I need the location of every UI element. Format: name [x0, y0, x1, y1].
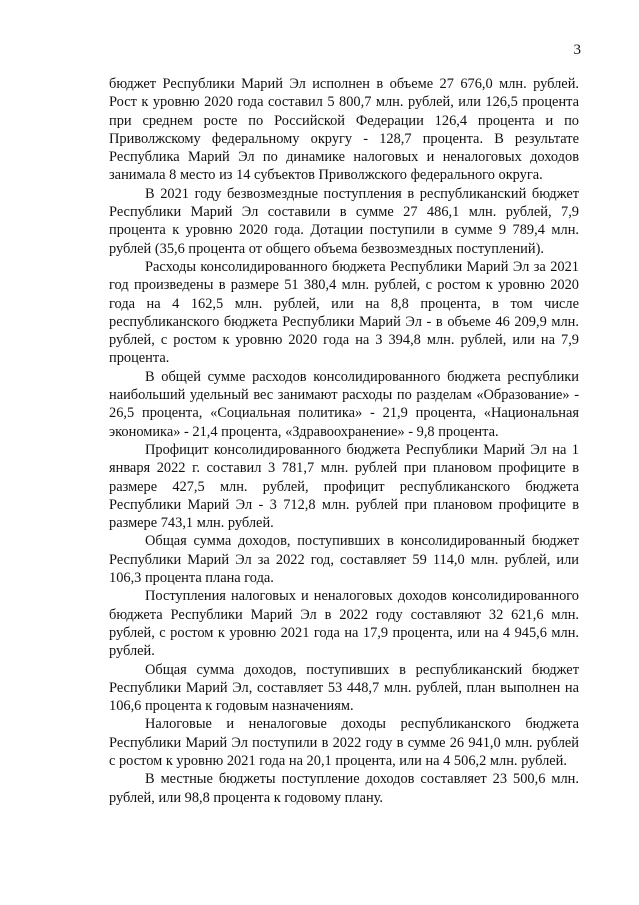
paragraph-budget-execution: бюджет Республики Марий Эл исполнен в объеме 27 676,0 млн. рублей. Рост к уровню 2020 года составил 5 800,7 млн. рублей, или 126,5 процента при среднем росте по Российской Федерации 126,4 процента и по Приволжскому федеральному округу - 128,7 процента. В результате Республика Марий Эл по динамике налоговых и неналоговых доходов занимала 8 место из 14 субъектов Приволжского федерального округа. [109, 76, 579, 184]
paragraph-local-budgets: В местные бюджеты поступление доходов составляет 23 500,6 млн. рублей, или 98,8 процента к годовому плану. [109, 771, 579, 806]
paragraph-consolidated-expenses: Расходы консолидированного бюджета Республики Марий Эл за 2021 год произведены в размере 51 380,4 млн. рублей, с ростом к уровню 2020 года на 4 162,5 млн. рублей, или на 8,8 процента, в том числе республиканского бюджета Республики Марий Эл - в объеме 46 209,9 млн. рублей, с ростом к уровню 2020 года на 3 394,8 млн. рублей, или на 7,9 процента. [109, 258, 579, 367]
paragraph-tax-revenue-republican: Налоговые и неналоговые доходы республиканского бюджета Республики Марий Эл поступили в 2022 году в сумме 26 941,0 млн. рублей с ростом к уровню 2021 года на 20,1 процента, или на 4 506,2 млн. рублей. [109, 716, 579, 769]
page-number: 3 [573, 42, 581, 58]
paragraph-grants-received: В 2021 году безвозмездные поступления в республиканский бюджет Республики Марий Эл составили в сумме 27 486,1 млн. рублей, 7,9 процента к уровню 2020 года. Дотации поступили в сумме 9 789,4 млн. рублей (35,6 процента от общего объема безвозмездных поступлений). [109, 185, 579, 257]
paragraph-expense-structure: В общей сумме расходов консолидированного бюджета республики наибольший удельный вес занимают расходы по разделам «Образование» - 26,5 процента, «Социальная политика» - 21,9 процента, «Национальная экономика» - 21,4 процента, «Здравоохранение» - 9,8 процента. [109, 368, 579, 440]
paragraph-budget-surplus: Профицит консолидированного бюджета Республики Марий Эл на 1 января 2022 г. составил 3 781,7 млн. рублей при плановом профиците в размере 427,5 млн. рублей, профицит республиканского бюджета Республики Марий Эл - 3 712,8 млн. рублей при плановом профиците в размере 743,1 млн. рублей. [109, 441, 579, 532]
paragraph-consolidated-revenue-2022: Общая сумма доходов, поступивших в консолидированный бюджет Республики Марий Эл за 2022 год, составляет 59 114,0 млн. рублей, или 106,3 процента плана года. [109, 533, 579, 587]
paragraph-tax-revenue-consolidated: Поступления налоговых и неналоговых доходов консолидированного бюджета Республики Марий Эл в 2022 году составляют 32 621,6 млн. рублей, с ростом к уровню 2021 года на 17,9 процента, или на 4 945,6 млн. рублей. [109, 588, 579, 660]
document-body [109, 75, 579, 807]
paragraph-republican-revenue: Общая сумма доходов, поступивших в республиканский бюджет Республики Марий Эл, составляет 53 448,7 млн. рублей, план выполнен на 106,6 процента к годовым назначениям. [109, 661, 579, 715]
